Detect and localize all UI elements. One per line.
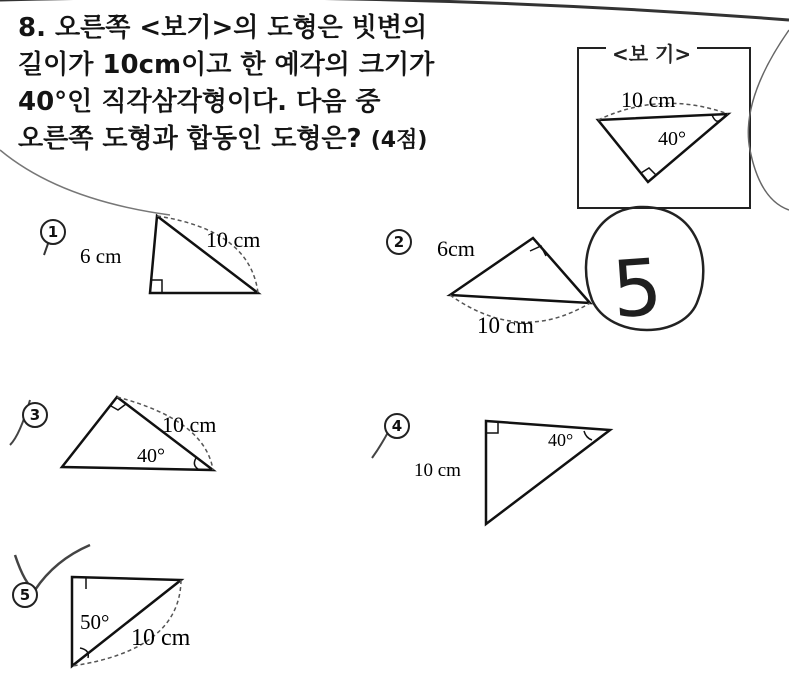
option-4-figure bbox=[414, 421, 610, 524]
option-2-hypotenuse-label: 10 cm bbox=[477, 313, 534, 338]
option-1-figure bbox=[80, 216, 260, 293]
option-marker-1[interactable]: 1 bbox=[40, 219, 66, 245]
question-points: (4점) bbox=[370, 128, 428, 153]
question-line-1: 오른쪽 <보기>의 도형은 빗변의 bbox=[55, 13, 428, 43]
stray-arc-left bbox=[0, 150, 170, 215]
reference-triangle bbox=[598, 87, 728, 182]
option-5-figure bbox=[72, 577, 191, 666]
option-5-angle-label: 50° bbox=[80, 610, 110, 634]
option-5-hypotenuse-label: 10 cm bbox=[131, 625, 191, 651]
question-line-3: 40°인 직각삼각형이다. 다음 중 bbox=[18, 87, 381, 117]
option-3-figure bbox=[62, 397, 216, 470]
option-2-leg-label: 6cm bbox=[437, 236, 475, 261]
option-3-hypotenuse-label: 10 cm bbox=[162, 412, 217, 437]
top-border-line bbox=[0, 0, 789, 20]
reference-angle-label: 40° bbox=[658, 128, 686, 150]
question-line-4: 오른쪽 도형과 합동인 도형은? bbox=[18, 124, 362, 154]
option-2-figure bbox=[437, 236, 590, 338]
option-4-angle-label: 40° bbox=[548, 430, 574, 450]
option-marker-4[interactable]: 4 bbox=[384, 413, 410, 439]
stray-arc-right bbox=[748, 30, 789, 210]
option-marker-2[interactable]: 2 bbox=[386, 229, 412, 255]
reference-caption: <보 기> bbox=[606, 38, 697, 67]
handwritten-score: 5 bbox=[609, 242, 666, 336]
question-number: 8. bbox=[18, 13, 46, 43]
option-marker-5[interactable]: 5 bbox=[12, 582, 38, 608]
option-marker-3[interactable]: 3 bbox=[22, 402, 48, 428]
option-1-leg-label: 6 cm bbox=[80, 244, 122, 268]
option-1-hypotenuse-label: 10 cm bbox=[206, 227, 261, 252]
reference-hypotenuse-label: 10 cm bbox=[621, 87, 676, 112]
question-line-2: 길이가 10cm이고 한 예각의 크기가 bbox=[18, 50, 435, 80]
option-4-leg-label: 10 cm bbox=[414, 460, 461, 481]
option-3-angle-label: 40° bbox=[137, 445, 165, 467]
